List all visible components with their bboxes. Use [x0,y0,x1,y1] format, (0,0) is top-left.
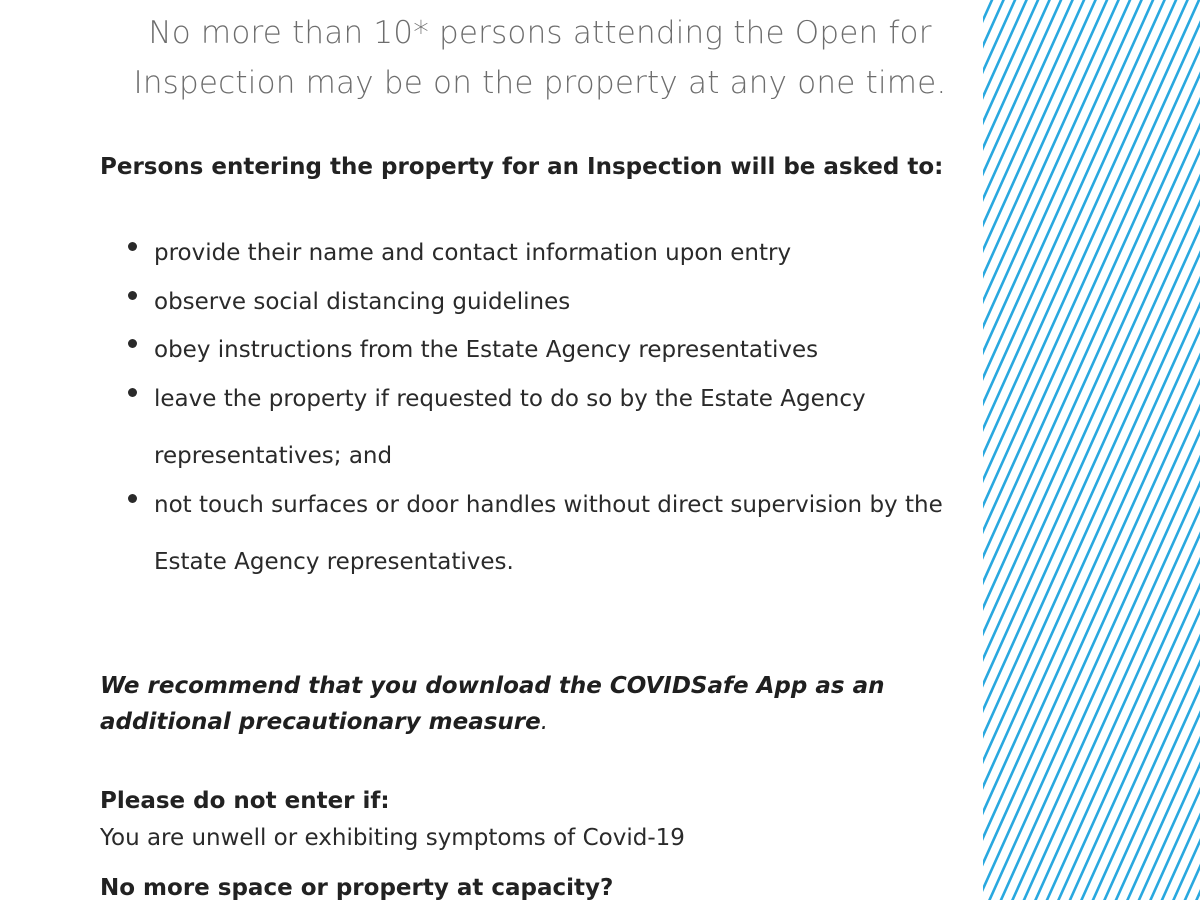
headline-line-1: No more than 10* persons attending the Open for [148,15,932,51]
bullet-icon [128,388,137,397]
list-item-text: not touch surfaces or door handles without direct supervision by the Estate Agency representatives. [154,491,943,575]
list-item-text: leave the property if requested to do so by the Estate Agency representatives; and [154,385,866,469]
bullet-icon [128,494,137,503]
requirements-list [128,225,968,592]
list-item-text: provide their name and contact information upon entry [154,240,792,266]
recommendation-text [100,668,960,740]
list-item [128,371,968,486]
headline-line-2: Inspection may be on the property at any one time. [133,65,947,101]
list-item [128,477,968,592]
bullet-icon [128,291,137,300]
diagonal-stripe-decoration [983,0,1200,900]
list-item-text: obey instructions from the Estate Agency representatives [154,337,819,363]
stripe-pattern [983,0,1200,900]
bullet-icon [128,339,137,348]
headline [95,8,985,108]
do-not-enter-heading: Please do not enter if: [100,788,390,814]
do-not-enter-text: You are unwell or exhibiting symptoms of Covid-19 [100,825,685,851]
capacity-heading: No more space or property at capacity? [100,875,614,900]
stripe-line [983,0,1137,900]
bullet-icon [128,242,137,251]
stripe-line [983,0,1114,900]
list-item-text: observe social distancing guidelines [154,288,571,315]
recommendation-body: We recommend that you download the COVIDSafe App as an additional precautionary measure [100,673,885,735]
recommendation-period: . [540,709,549,735]
stripe-line [983,0,1160,900]
intro-text: Persons entering the property for an Inspection will be asked to: [100,154,944,180]
